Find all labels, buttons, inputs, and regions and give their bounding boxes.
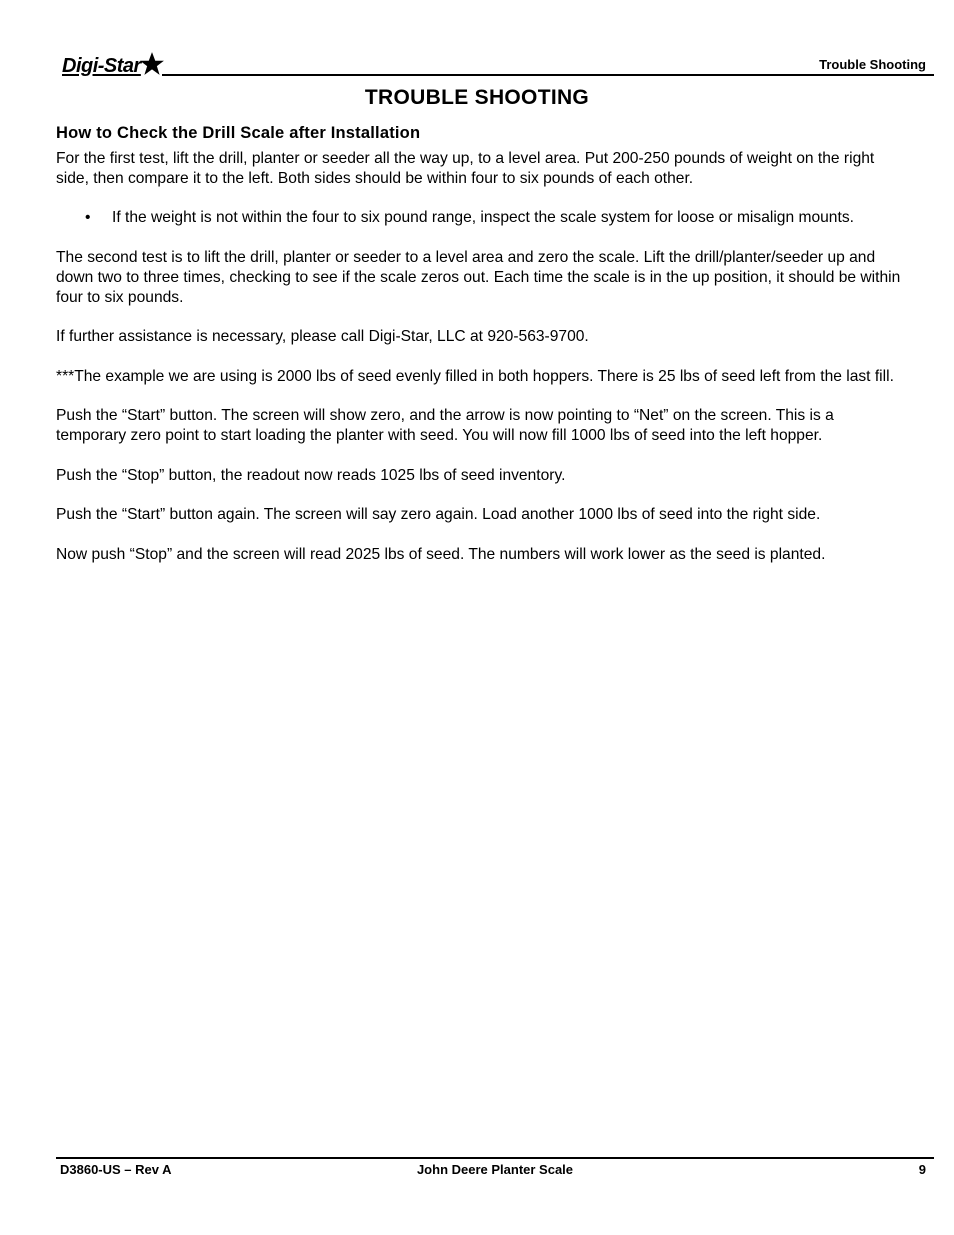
document-title: John Deere Planter Scale <box>416 1162 574 1177</box>
bullet-text: If the weight is not within the four to six pound range, inspect the scale system for loose or misalign mounts. <box>112 209 854 227</box>
paragraph-assistance: If further assistance is necessary, please call Digi-Star, LLC at 920-563-9700. <box>56 328 589 346</box>
footer-rule <box>56 1157 934 1159</box>
paragraph-start-button: Push the “Start” button. The screen will show zero, and the arrow is now pointing to “Net” on the screen. This is a temporary zero point to start loading the planter with seed. You will now fill 1000 lbs of seed into the left hopper. <box>56 407 834 445</box>
paragraph-start-again: Push the “Start” button again. The screen will say zero again. Load another 1000 lbs of seed into the right side. <box>56 506 821 524</box>
section-title: Trouble Shooting <box>819 57 926 72</box>
paragraph-second-test: The second test is to lift the drill, planter or seeder to a level area and zero the scale. Lift the drill/planter/seeder up and down two to three times, checking to see if the scale zeros out. Each time the scale is in the up position, it should be within four to six pounds. <box>56 248 901 306</box>
paragraph-example: ***The example we are using is 2000 lbs of seed evenly filled in both hoppers. There is 25 lbs of seed left from the last fill. <box>56 367 894 385</box>
document-id: D3860-US – Rev A <box>60 1162 172 1177</box>
digi-star-logo <box>62 52 165 80</box>
paragraph-final-stop: Now push “Stop” and the screen will read 2025 lbs of seed. The numbers will work lower as the seed is planted. <box>56 545 826 563</box>
page-header <box>62 50 934 80</box>
section-subheading: How to Check the Drill Scale after Installation <box>56 124 421 142</box>
paragraph-first-test: For the first test, lift the drill, planter or seeder all the way up, to a level area. Put 200-250 pounds of weight on the right side, then compare it to the left. Both sides should be within four to six pounds of each other. <box>56 150 875 187</box>
page-footer <box>56 1157 934 1181</box>
logo-text: Digi-Star <box>62 54 141 77</box>
header-rule <box>162 74 934 76</box>
page-number: 9 <box>918 1162 926 1177</box>
page-title: TROUBLE SHOOTING <box>364 86 590 109</box>
paragraph-stop-button: Push the “Stop” button, the readout now reads 1025 lbs of seed inventory. <box>56 466 566 484</box>
main-content <box>56 124 902 585</box>
star-icon <box>139 51 165 77</box>
bullet-list <box>56 208 902 228</box>
bullet-dot: • <box>85 209 91 227</box>
list-item <box>56 208 902 228</box>
